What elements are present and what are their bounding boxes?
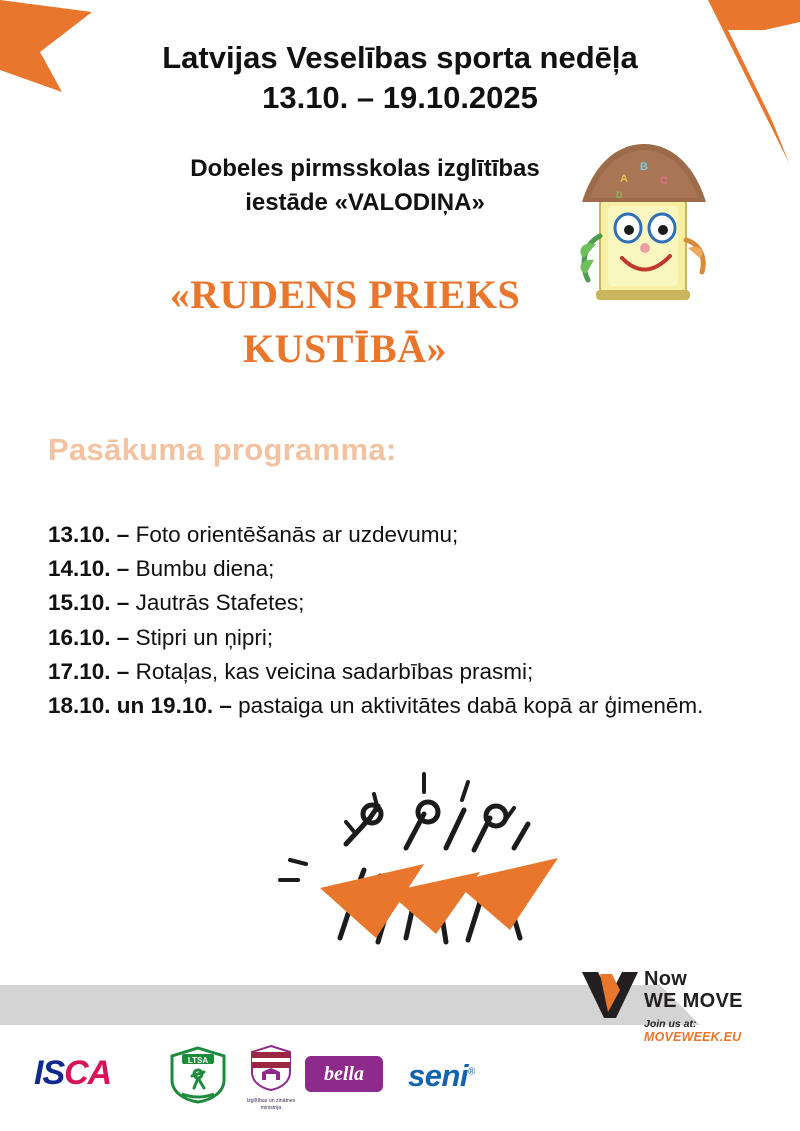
footer-gray-band xyxy=(0,985,660,1025)
program-item-desc: Jautrās Stafetes; xyxy=(135,590,305,616)
svg-text:C: C xyxy=(660,175,668,187)
program-list xyxy=(48,518,760,723)
isca-part-1: IS xyxy=(34,1054,65,1092)
sponsor-ltsa-logo xyxy=(168,1046,228,1104)
event-title xyxy=(110,268,580,376)
seni-text: seni xyxy=(408,1058,469,1093)
now-we-move-logo xyxy=(582,968,772,1046)
organisation-line-1: Dobeles pirmsskolas izglītības xyxy=(190,155,540,182)
ministry-caption: Izglītības un zinātnes ministrija xyxy=(246,1098,296,1111)
program-item-desc: pastaiga un aktivitātes dabā kopā ar ģimenēm. xyxy=(238,692,704,718)
program-heading: Pasākuma programma: xyxy=(48,432,397,467)
event-title-line-2: KUSTĪBĀ» xyxy=(242,326,448,371)
program-item xyxy=(48,655,760,689)
program-item xyxy=(48,621,760,655)
sponsor-row xyxy=(0,1040,800,1110)
svg-text:B: B xyxy=(640,161,648,173)
program-item-date: 16.10. – xyxy=(48,624,136,650)
program-item-desc: Stipri un ņipri; xyxy=(135,624,274,650)
svg-text:A: A xyxy=(620,173,628,185)
program-item-date: 13.10. – xyxy=(48,522,136,547)
now-we-move-line-2: WE MOVE xyxy=(644,990,743,1013)
program-item-desc: Bumbu diena; xyxy=(135,556,275,582)
program-item xyxy=(48,518,760,552)
title-line-2: 13.10. – 19.10.2025 xyxy=(262,79,538,115)
isca-part-2: CA xyxy=(64,1054,112,1092)
svg-text:D: D xyxy=(616,190,623,200)
bella-badge xyxy=(305,1056,383,1092)
now-we-move-arrow-logo-icon xyxy=(582,972,640,1018)
sponsor-isca-logo xyxy=(34,1054,111,1093)
seni-registered-mark: ® xyxy=(468,1066,475,1078)
program-item xyxy=(48,689,760,723)
sponsor-seni-logo xyxy=(408,1058,475,1094)
join-us-label: Join us at: xyxy=(644,1018,697,1030)
organisation-name xyxy=(90,152,640,220)
title-line-1: Latvijas Veselības sporta nedēļa xyxy=(162,40,638,75)
sponsor-bella-logo xyxy=(305,1056,383,1092)
now-we-move-line-1: Now xyxy=(644,968,688,990)
seni-wordmark xyxy=(408,1058,475,1093)
organisation-line-2: iestāde «VALODIŅA» xyxy=(245,189,485,217)
program-item-date: 15.10. – xyxy=(48,590,136,616)
bella-wordmark: bella xyxy=(324,1063,364,1085)
poster-title xyxy=(0,38,800,117)
program-item xyxy=(48,552,760,586)
house-mascot-illustration-icon xyxy=(574,140,714,320)
program-item-date: 18.10. un 19.10. – xyxy=(48,692,239,718)
program-item-desc: Rotaļas, kas veicina sadarbības prasmi; xyxy=(135,658,534,684)
program-item-desc: Foto orientēšanās ar uzdevumu; xyxy=(135,522,459,547)
dancing-figures-illustration-icon xyxy=(228,752,588,972)
program-item xyxy=(48,586,760,620)
sponsor-ministry-logo xyxy=(240,1044,302,1110)
moveweek-url[interactable]: MOVEWEEK.EU xyxy=(644,1030,742,1044)
event-title-line-1: «RUDENS PRIEKS xyxy=(169,272,521,317)
svg-text:LTSA: LTSA xyxy=(187,1056,209,1065)
program-item-date: 14.10. – xyxy=(48,556,136,582)
program-item-date: 17.10. – xyxy=(48,658,136,684)
now-we-move-wordmark xyxy=(644,968,743,1013)
isca-wordmark xyxy=(34,1054,111,1092)
